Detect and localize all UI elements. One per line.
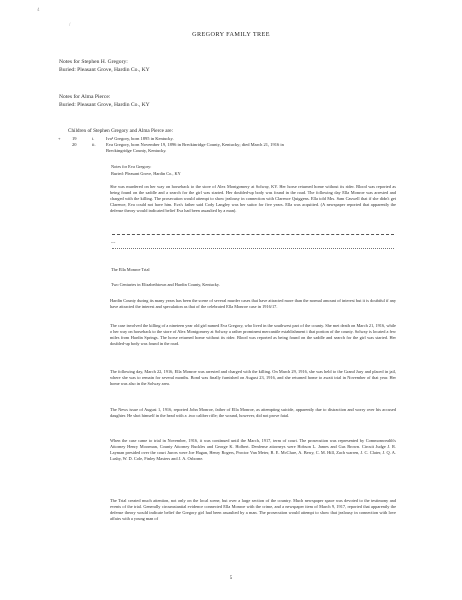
divider-line <box>112 248 394 249</box>
child-roman: i. <box>92 136 95 141</box>
child-number: 19 <box>72 136 77 141</box>
trial-paragraph: When the case came to trial in November, 1916, it was continued until the March, 1917, term of court. The prosecution was represented by Commonwealth's Attorney Henry Moorman, County Attorney Buckles and George K. Holbert. Denfense attorneys were Hobson L. James and Gus Brown. Circuit Judge J. R. Layman presided over the court Jurors were Joe Hagan, Henry Rogers, Proctor Van Meter, B. E. McClure, A. Berry, C. M. Hill, Zach warren, J. C. Clater, J. Q. A. Lusby, W. D. Cole, Finley Masters and J. A. Osborne. <box>110 438 396 462</box>
scan-mark: / <box>69 23 71 28</box>
scan-mark: 4 <box>37 8 40 13</box>
descendant-mark: + <box>58 136 61 141</box>
notes-alma-buried: Buried: Pleasant Grove, Hardin Co., KY <box>59 102 150 108</box>
trial-paragraph: The Trial created much attention, not only on the local scene, but over a large section of the country. Much newspaper space was devoted to the testimony and events of the trial. Generally circumstantial evidence connected Ella Monroe with the crime, and a newspaper item of March 9, 1917, reported that apparently the defense theory would indicate belief the Gregory girl had been assaulted by a man. The prosecution would attempt to show that jealousy in connection with love affairs with a young man of <box>110 498 396 522</box>
trial-subheading: Two Centuries in Elizabethtown and Hardin County, Kentucky. <box>111 282 220 287</box>
trial-paragraph: The News issue of August 1, 1916, reported John Monroe, father of Ella Monroe, as attempting suicide, apparently due to distraction and worry over his accused daughter. He shot himself in the head with a .two caliber rifle; the wound, however, did not prove fatal. <box>110 407 396 419</box>
section-divider <box>112 234 394 235</box>
notes-stephen-buried: Buried: Pleasant Grove, Hardin Co., KY <box>59 67 150 73</box>
notes-eva-buried: Buried: Pleasant Grove, Hardin Co., KY <box>111 171 181 176</box>
notes-stephen-heading: Notes for Stephen H. Gregory: <box>59 59 128 65</box>
child-roman: ii. <box>92 142 96 147</box>
notes-alma-heading: Notes for Alma Pierce: <box>59 94 111 100</box>
child-text: Breckingridge County, Kentucky. <box>106 148 167 153</box>
children-heading: Children of Stephen Gregory and Alma Pierce are: <box>68 128 174 134</box>
eva-story: She was murdered on her way on horseback to the store of Alex Montgomery at Solway, KY. Her horse returned home without its rider. Blood was reported as being found on the saddle and a search for the girl was started. Her doubled-up body was found in the road. The following day Ella Monroe was arrested and charged with the killing. The prosecution would attempt to show jealousy in connection with Clarence Quiggens. Ella told Mrs. Sam Caswell that if she didn't get Clarence, Eva could not have him. Eva's father said Cody Langley was her suitor for five years. Ella was acquitted. (A newspaper reported that apparently the defense theory would indicated belief Eva had been assaulted by a man). <box>110 184 396 214</box>
child-row <box>58 148 398 155</box>
separator-mark: --- <box>111 240 116 245</box>
notes-eva-heading: Notes for Eva Gregory: <box>111 164 152 169</box>
page-number: 5 <box>229 576 233 581</box>
page-title: GREGORY FAMILY TREE <box>192 31 270 38</box>
trial-heading: The Ella Monroe Trial <box>111 267 150 272</box>
trial-paragraph: Hardin County during its many years has been the scene of several murder cases that have attracted more than the normal amount of interest but it is doubtful if any have attracted the interest and speculation as that of the celebrated Ella Monroe case in 1916/17. <box>110 298 396 310</box>
trial-paragraph: The following day, March 22, 1916, Ella Monroe was arrested and charged with the killing. On March 29, 1916, she was held to the Grand Jury and placed in jail, where she was to remain for several months. Bond was finally furnished on August 23, 1916, and she returned home to await trial in November of that year. Her home was also in the Solway area. <box>110 369 396 387</box>
child-number: 20 <box>72 142 77 147</box>
child-text: Eva Gregory, born November 19, 1896 in Breckinridge County, Kentucky; died March 21, 1916 in <box>106 142 284 147</box>
trial-paragraph: The case involved the killing of a nineteen year old girl named Eva Gregory, who lived in the southwest part of the county. She met death on March 21, 1916, while o her way on horseback to the store of Alex Montgomery at Solway a rather prominent mercantile establishment i that portion of the county. Solway is located a few miles from Hardin Springs. The horse returned home without its rider. Blood was reported as being found on the saddle and search for the girl was started. Her doubled-up body was found in the road. <box>110 323 396 347</box>
child-text: Iva² Gregory, born 1895 in Kentucky. <box>106 136 174 141</box>
